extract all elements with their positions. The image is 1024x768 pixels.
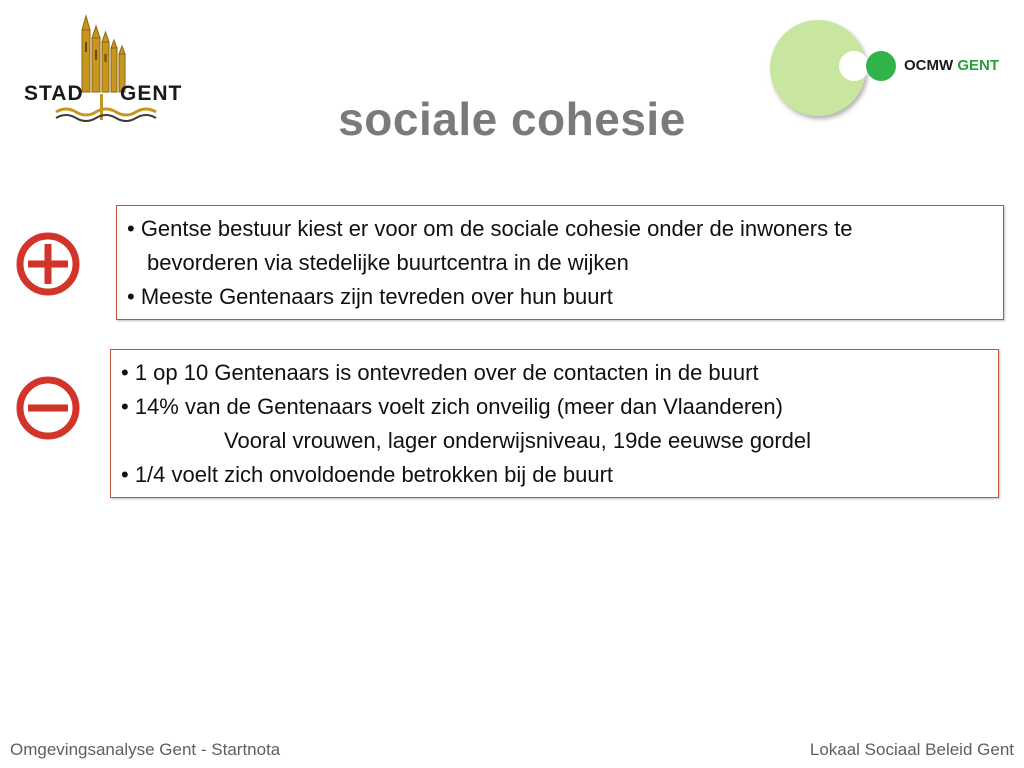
footer-right-text: Lokaal Sociaal Beleid Gent [809, 740, 1014, 759]
gent-word: GENT [120, 82, 183, 105]
plus-circle-icon [14, 230, 82, 303]
slide-title: sociale cohesie [338, 93, 686, 145]
negative-line: • 1 op 10 Gentenaars is ontevreden over de contacten in de buurt [121, 360, 759, 385]
footer-left-text: Omgevingsanalyse Gent - Startnota [10, 740, 281, 759]
positive-points-box [116, 205, 1004, 320]
negative-line: Vooral vrouwen, lager onderwijsniveau, 19de eeuwse gordel [224, 428, 812, 453]
ocmw-gent-word: GENT [957, 57, 999, 74]
positive-line: • Meeste Gentenaars zijn tevreden over hun buurt [127, 284, 613, 309]
positive-line: • Gentse bestuur kiest er voor om de sociale cohesie onder de inwoners te [127, 216, 853, 241]
negative-line: • 14% van de Gentenaars voelt zich onveilig (meer dan Vlaanderen) [121, 394, 783, 419]
ocmw-word: OCMW [904, 57, 954, 74]
minus-circle-icon [14, 374, 82, 447]
positive-line: bevorderen via stedelijke buurtcentra in de wijken [147, 250, 629, 275]
negative-line: • 1/4 voelt zich onvoldoende betrokken bij de buurt [121, 462, 614, 487]
ocmw-gent-wordmark [904, 57, 999, 74]
negative-points-box [110, 349, 999, 498]
stad-word: STAD [24, 82, 84, 105]
